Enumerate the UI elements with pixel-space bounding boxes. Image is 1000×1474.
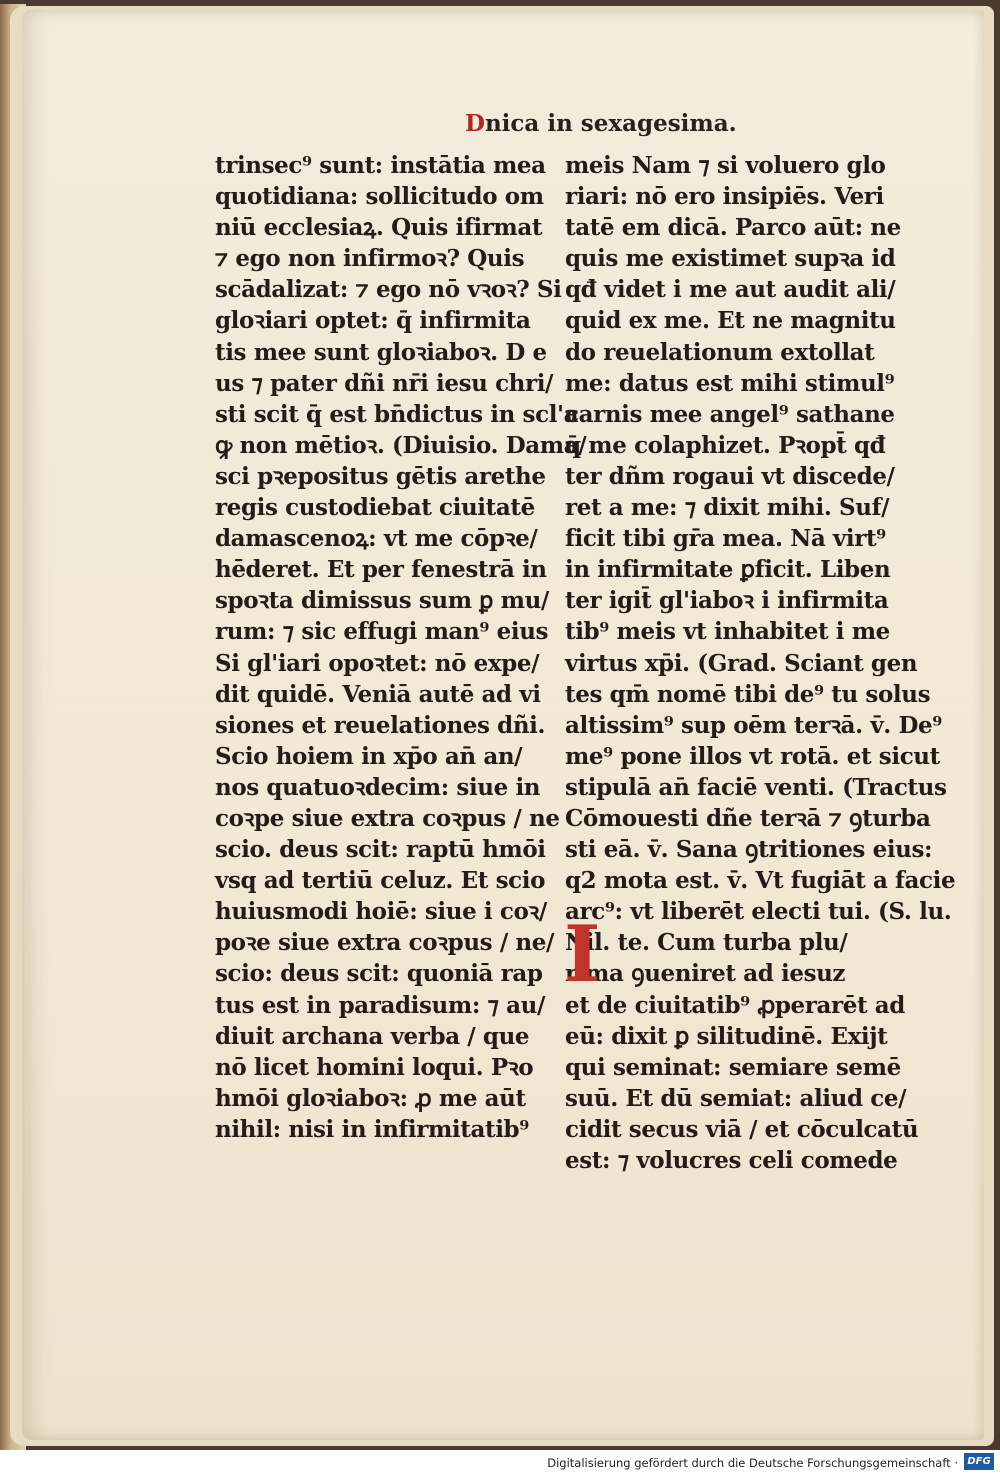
text-line: quis me existimet supꝛa id bbox=[565, 245, 896, 273]
text-line: nos quatuoꝛdecim: siue in bbox=[215, 773, 541, 801]
digitization-credit: Digitalisierung gefördert durch die Deutsche Forschungsgemeinschaft · bbox=[547, 1456, 958, 1470]
text-line: nihil: nisi in infirmitatib⁹ bbox=[215, 1115, 529, 1143]
text-line: vsq ad tertiū celuz. Et scio bbox=[215, 867, 546, 895]
text-line: damascenoꝝ: vt me cōpꝛe/ bbox=[215, 525, 538, 553]
text-line: us ⁊ pater dñi nr̄i iesu chri/ bbox=[215, 369, 554, 397]
text-line: arc⁹: vt liberēt electi tui. (S. lu. bbox=[565, 898, 952, 926]
text-line: scādalizat: ⁊ ego nō vꝛoꝛ? Si bbox=[215, 276, 562, 304]
text-line: ret a me: ⁊ dixit mihi. Suf/ bbox=[565, 494, 890, 522]
text-line: tus est in paradisum: ⁊ au/ bbox=[215, 991, 545, 1019]
text-line: ficit tibi gr̄a mea. Nā virt⁹ bbox=[565, 525, 886, 553]
text-line: do reuelationum extollat bbox=[565, 338, 875, 366]
text-line: rima ꝯueniret ad iesuz bbox=[565, 960, 846, 988]
text-line: sti eā. v̄. Sana ꝯtritiones eius: bbox=[565, 836, 933, 864]
text-line: Si gl'iari opoꝛtet: nō expe/ bbox=[215, 649, 540, 677]
text-line: Nil. te. Cum turba plu/ bbox=[565, 929, 848, 957]
text-line: ⁊ ego non infirmoꝛ? Quis bbox=[215, 245, 525, 273]
text-line: scio. deus scit: raptū hmōi bbox=[215, 836, 546, 864]
text-line: dit quidē. Veniā autē ad vi bbox=[215, 680, 541, 708]
text-line: ꝙ non mētioꝛ. (Diuisio. Dama/ bbox=[215, 431, 587, 459]
text-line: quid ex me. Et ne magnitu bbox=[565, 307, 896, 335]
text-line: est: ⁊ volucres celi comede bbox=[565, 1147, 898, 1174]
text-line: quotidiana: sollicitudo om bbox=[215, 183, 544, 211]
text-line: Scio hoiem in xp̄o an̄ an/ bbox=[215, 742, 523, 770]
text-line: nō licet homini loqui. Pꝛo bbox=[215, 1053, 534, 1081]
running-head-text: nica in sexagesima. bbox=[484, 110, 737, 137]
text-line: tatē em dicā. Parco aūt: ne bbox=[565, 214, 901, 242]
text-line: siones et reuelationes dñi. bbox=[215, 711, 546, 739]
text-line: tis mee sunt gloꝛiaboꝛ. D e bbox=[215, 338, 547, 366]
running-head-initial: D bbox=[465, 110, 485, 137]
text-line: virtus xp̄i. (Grad. Sciant gen bbox=[565, 649, 918, 677]
text-line: suū. Et dū semiat: aliud ce/ bbox=[565, 1084, 907, 1112]
text-line: rum: ⁊ sic effugi man⁹ eius bbox=[215, 618, 549, 646]
right-text-column bbox=[565, 150, 956, 1176]
text-line: me⁹ pone illos vt rotā. et sicut bbox=[565, 742, 940, 770]
text-line: ter dñm rogaui vt discede/ bbox=[565, 462, 895, 490]
text-line: q2 mota est. v̄. Vt fugiāt a facie bbox=[565, 867, 956, 895]
dfg-logo: DFG bbox=[964, 1453, 994, 1470]
text-line: me: datus est mihi stimul⁹ bbox=[565, 369, 895, 397]
text-line: q̄ me colaphizet. Pꝛopt̄ qđ bbox=[565, 431, 886, 459]
text-line: carnis mee angel⁹ sathane bbox=[565, 400, 895, 428]
text-line: hēderet. Et per fenestrā in bbox=[215, 556, 547, 584]
text-line: sci pꝛepositus gētis arethe bbox=[215, 462, 546, 490]
text-line: cidit secus viā / et cōculcatū bbox=[565, 1115, 919, 1143]
text-line: in infirmitate ꝑficit. Liben bbox=[565, 556, 891, 584]
text-line: spoꝛta dimissus sum ꝑ mu/ bbox=[215, 587, 549, 615]
left-text-column bbox=[215, 150, 587, 1145]
text-line: poꝛe siue extra coꝛpus / ne/ bbox=[215, 929, 554, 957]
text-line: qđ videt i me aut audit ali/ bbox=[565, 276, 896, 304]
text-line: diuit archana verba / que bbox=[215, 1022, 530, 1050]
text-line: regis custodiebat ciuitatē bbox=[215, 494, 535, 522]
running-head bbox=[465, 110, 737, 137]
text-line: tes qm̄ nomē tibi de⁹ tu solus bbox=[565, 680, 931, 708]
text-line: gloꝛiari optet: q̄ infirmita bbox=[215, 307, 531, 335]
text-line: et de ciuitatib⁹ ꝓperarēt ad bbox=[565, 991, 905, 1019]
text-line: niū ecclesiaꝝ. Quis ifirmat bbox=[215, 214, 543, 242]
text-line: coꝛpe siue extra coꝛpus / ne bbox=[215, 804, 560, 832]
text-line: qui seminat: semiare semē bbox=[565, 1053, 901, 1081]
rubricated-initial: I bbox=[564, 909, 601, 1000]
text-line: hmōi gloꝛiaboꝛ: ꝓ me aūt bbox=[215, 1084, 526, 1112]
text-line: eū: dixit ꝑ silitudinē. Exijt bbox=[565, 1022, 888, 1050]
text-line: altissim⁹ sup oēm terꝛā. v̄. De⁹ bbox=[565, 711, 942, 739]
text-line: meis Nam ⁊ si voluero glo bbox=[565, 152, 886, 179]
text-line: tib⁹ meis vt inhabitet i me bbox=[565, 618, 890, 646]
text-line: ter igit̄ gl'iaboꝛ i infirmita bbox=[565, 587, 889, 615]
text-line: sti scit q̄ est bn̄dictus in scl'a bbox=[215, 400, 579, 428]
text-line: trinsec⁹ sunt: instātia mea bbox=[215, 152, 546, 179]
text-line: scio: deus scit: quoniā rap bbox=[215, 960, 543, 988]
text-line: riari: nō ero insipiēs. Veri bbox=[565, 183, 884, 211]
text-line: Cōmouesti dñe terꝛā ⁊ ꝯturba bbox=[565, 804, 931, 832]
text-line: huiusmodi hoiē: siue i coꝛ/ bbox=[215, 898, 547, 926]
text-line: stipulā an̄ faciē venti. (Tractus bbox=[565, 773, 947, 801]
